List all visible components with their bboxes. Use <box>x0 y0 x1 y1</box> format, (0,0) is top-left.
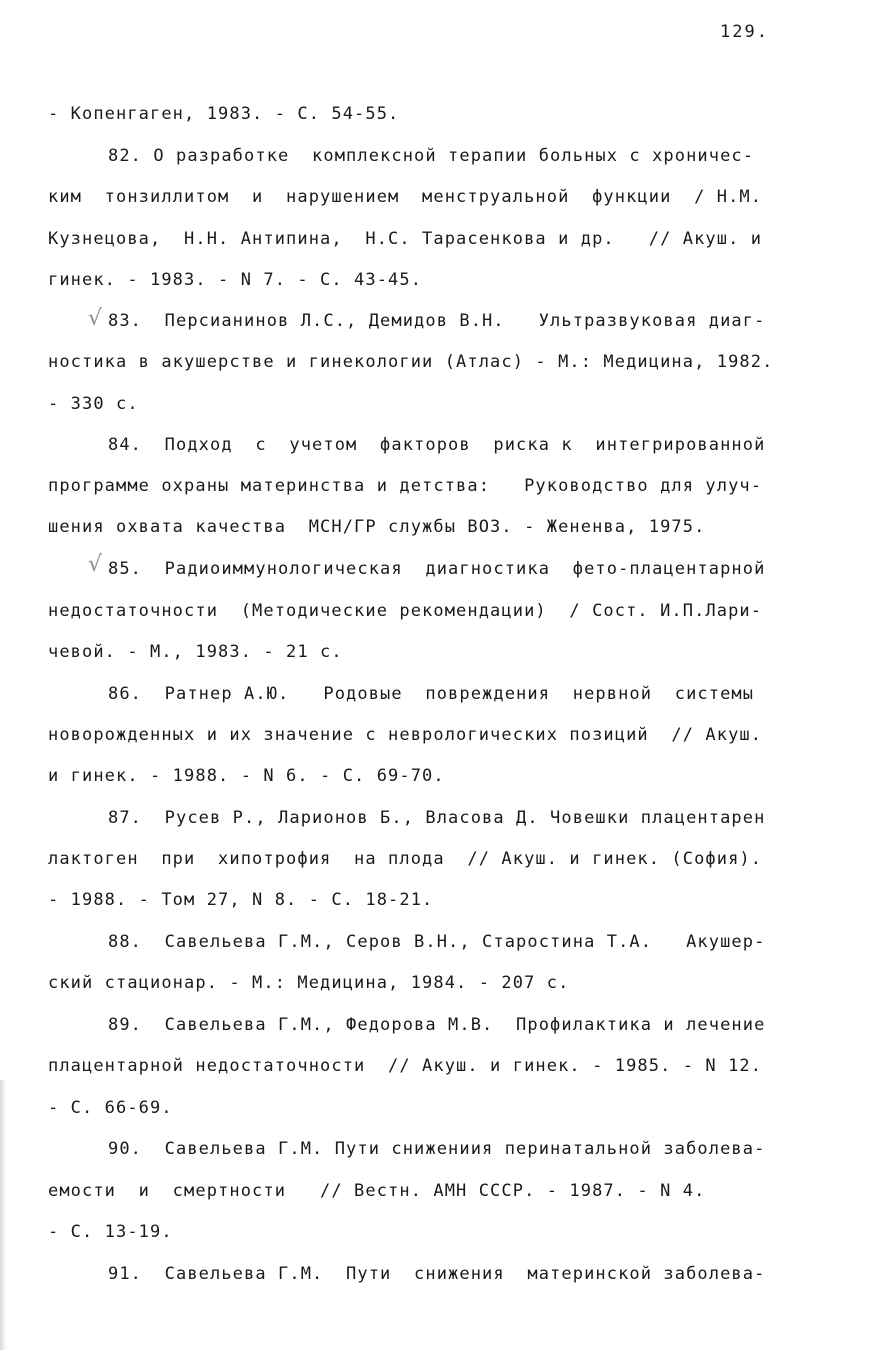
text-line: шения охвата качества МСН/ГР службы ВОЗ. - Жененва, 1975. <box>48 517 706 537</box>
handwritten-check-mark-icon: √ <box>88 306 103 331</box>
text-line: чевой. - М., 1983. - 21 с. <box>48 642 343 662</box>
text-line: - 330 с. <box>48 394 139 414</box>
reference-83-start: 83. Персианинов Л.С., Демидов В.Н. Ультразвуковая диаг- <box>108 311 766 331</box>
text-line: - Копенгаген, 1983. - С. 54-55. <box>48 104 400 124</box>
handwritten-check-mark-icon: √ <box>88 552 103 577</box>
reference-88-start: 88. Савельева Г.М., Серов В.Н., Старостина Т.А. Акушер- <box>108 932 766 952</box>
text-line: гинек. - 1983. - N 7. - С. 43-45. <box>48 270 423 290</box>
scanned-page-edge-shadow <box>0 1080 6 1350</box>
reference-85-start: 85. Радиоиммунологическая диагностика фето-плацентарной <box>108 559 766 579</box>
reference-89-start: 89. Савельева Г.М., Федорова М.В. Профилактика и лечение <box>108 1015 766 1035</box>
reference-87-start: 87. Русев Р., Ларионов Б., Власова Д. Човешки плацентарен <box>108 808 766 828</box>
text-line: емости и смертности // Вестн. АМН СССР. - 1987. - N 4. <box>48 1181 706 1201</box>
text-line: ким тонзиллитом и нарушением менструальной функции / Н.М. <box>48 187 763 207</box>
reference-82-start: 82. О разработке комплексной терапии больных с хроничес- <box>108 146 755 166</box>
text-line: недостаточности (Методические рекомендации) / Сост. И.П.Лари- <box>48 601 763 621</box>
text-line: - 1988. - Том 27, N 8. - С. 18-21. <box>48 890 434 910</box>
text-line: программе охраны материнства и детства: Руководство для улуч- <box>48 476 763 496</box>
reference-90-start: 90. Савельева Г.М. Пути снижениия перинатальной заболева- <box>108 1139 766 1159</box>
text-line: - С. 13-19. <box>48 1222 173 1242</box>
page-number: 129. <box>720 22 769 42</box>
text-line: плацентарной недостаточности // Акуш. и гинек. - 1985. - N 12. <box>48 1056 763 1076</box>
text-line: лактоген при хипотрофия на плода // Акуш. и гинек. (София). <box>48 849 763 869</box>
text-line: ский стационар. - М.: Медицина, 1984. - 207 с. <box>48 973 570 993</box>
text-line: и гинек. - 1988. - N 6. - С. 69-70. <box>48 766 445 786</box>
text-line: новорожденных и их значение с неврологических позиций // Акуш. <box>48 725 763 745</box>
reference-84-start: 84. Подход с учетом факторов риска к интегрированной <box>108 435 766 455</box>
reference-86-start: 86. Ратнер А.Ю. Родовые повреждения нервной системы <box>108 684 755 704</box>
text-line: - С. 66-69. <box>48 1098 173 1118</box>
text-line: Кузнецова, Н.Н. Антипина, Н.С. Тарасенкова и др. // Акуш. и <box>48 229 763 249</box>
reference-91-start: 91. Савельева Г.М. Пути снижения материнской заболева- <box>108 1264 766 1284</box>
text-line: ностика в акушерстве и гинекологии (Атлас) - М.: Медицина, 1982. <box>48 352 774 372</box>
